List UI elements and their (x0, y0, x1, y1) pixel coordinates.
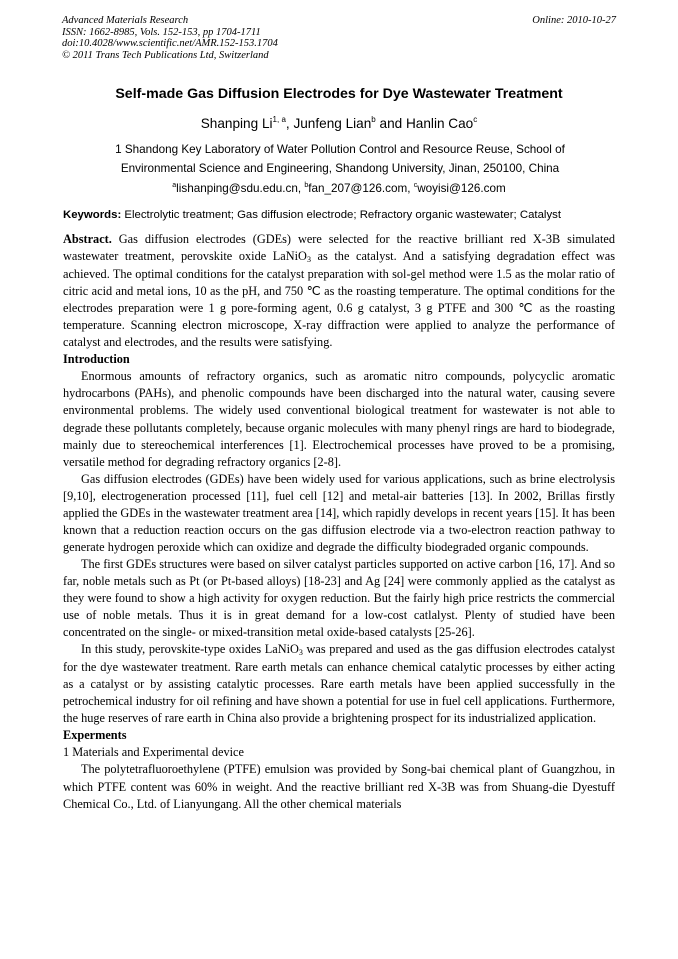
author-emails (0, 182, 678, 195)
abstract-text-b: as the catalyst. And a satisfying degradation effect was achieved. The optimal conditions for the catalyst preparation with sol-gel method were 1.5 as the molar ratio of citric acid and metal ions, 10 as the pH, and 750 ℃ as the roasting temperature. The optimal conditions for the electrodes preparation were 1 g pore-forming agent, 0.6 g catalyst, 3 g PTFE and 300 ℃ as the roasting temperature. Scanning electron microscope, X-ray diffraction were applied to analyze the performance of catalyst and electrodes, and the results were satisfying. (63, 249, 615, 350)
intro-paragraph-2: Gas diffusion electrodes (GDEs) have been widely used for various applications, such as brine electrolysis [9,10], electrogeneration processed [11], fuel cell [12] and metal-air batteries [13]. In 2002, Brillas firstly applied the GDEs in the wastewater treatment area [14], which rapidly develops in recent years [15]. It has been known that a reduction reaction occurs on the gas diffusion electrode via a two-electron reaction pathway to generate hydrogen peroxide which can oxidize and degrade the difficulty biodegraded organic compounds. (63, 471, 615, 554)
author-3: and Hanlin Cao (375, 116, 474, 131)
copyright-line: © 2011 Trans Tech Publications Ltd, Switzerland (62, 49, 269, 61)
paper-title: Self-made Gas Diffusion Electrodes for Dye Wastewater Treatment (115, 86, 563, 102)
intro-paragraph-3: The first GDEs structures were based on silver catalyst particles supported on active carbon [16, 17]. And so far, noble metals such as Pt (or Pt-based alloys) [18-23] and Ag [24] were commonly applied as the catalyst as they were found to show a high activity for oxygen reduction. But the fairly high price restricts the commercial use of noble metals. Thus it is in great demand for a low-cost catlalyst. Plenty of studied have been concentrated on the single- or mixed-transition metal oxide-based catalysts [25-26]. (63, 556, 615, 640)
intro-p4-subscript: 3 (298, 648, 303, 658)
author-1-marker: 1, a (272, 115, 286, 124)
email-b-marker: b (304, 182, 309, 189)
journal-name: Advanced Materials Research (62, 15, 189, 26)
intro-p4-text-a: In this study, perovskite-type oxides LaNiO (81, 642, 299, 657)
affiliation-line-1: 1 Shandong Key Laboratory of Water Pollution Control and Resource Reuse, School of (115, 143, 565, 156)
abstract-subscript: 3 (306, 255, 311, 265)
journal-header (62, 15, 278, 61)
keywords-label: Keywords: (63, 209, 122, 221)
email-b[interactable]: fan_207@126.com, (308, 182, 414, 195)
author-3-marker: c (473, 115, 478, 124)
doi-line: doi:10.4028/www.scientific.net/AMR.152-153.1704 (62, 38, 278, 49)
online-date: Online: 2010-10-27 (532, 15, 616, 26)
issn-line: ISSN: 1662-8985, Vols. 152-153, pp 1704-1711 (62, 26, 261, 38)
abstract (63, 231, 615, 351)
subsection-heading-materials: 1 Materials and Experimental device (63, 745, 244, 760)
email-c[interactable]: woyisi@126.com (417, 182, 506, 195)
email-a[interactable]: lishanping@sdu.edu.cn, (176, 182, 305, 195)
author-line (0, 116, 678, 131)
paper-body (63, 231, 615, 813)
author-1: Shanping Li (200, 116, 273, 131)
keywords-text: Electrolytic treatment; Gas diffusion electrode; Refractory organic wastewater; Catalyst (121, 209, 562, 221)
email-c-marker: c (413, 182, 418, 189)
author-2-marker: b (371, 115, 376, 124)
author-2: , Junfeng Lian (285, 116, 372, 131)
abstract-label: Abstract. (63, 232, 112, 246)
email-a-marker: a (172, 182, 177, 189)
intro-p4-text-b: was prepared and used as the gas diffusion electrodes catalyst for the dye wastewater treatment. Rare earth metals can enhance chemical catalytic processes by either acting as a catalyst or by assisting catalytic processes. Rare earth metals have been applied successfully in the petrochemical industry for oil refining and have shown a potential for use in fuel cell applications. Furthermore, the huge reserves of rare earth in China also provide a brightening prospect for its industrialized application. (63, 642, 615, 726)
intro-paragraph-1: Enormous amounts of refractory organics, such as aromatic nitro compounds, polycyclic aromatic hydrocarbons (PAHs), and phenolic compounds have been discharged into the natural water, causing severe environmental problems. The widely used conventional biological treatment for wastewater is not able to degrade these pollutants completely, because organic molecules with many phenyl rings are hard to biodegrade, mainly due to stereochemical interferences [1]. Electrochemical processes have proved to be a promising, versatile method for degrading refractory organics [2-8]. (63, 369, 615, 469)
experiments-paragraph-1: The polytetrafluoroethylene (PTFE) emulsion was provided by Song-bai chemical plant of Guangzhou, in which PTFE content was 60% in weight. And the reactive brilliant red X-3B was from Shuang-die Dyestuff Chemical Co., Ltd. of Lianyungang. All the other chemical materials (63, 762, 615, 811)
affiliation (70, 140, 610, 178)
abstract-text-a: Gas diffusion electrodes (GDEs) were selected for the reactive brilliant red X-3B simulated wastewater treatment, perovskite oxide LaNiO (63, 232, 615, 264)
section-heading-experiments: Experments (63, 728, 127, 743)
section-heading-introduction: Introduction (63, 352, 130, 367)
intro-paragraph-4 (63, 641, 615, 727)
affiliation-line-2: Environmental Science and Engineering, Shandong University, Jinan, 250100, China (120, 162, 560, 175)
keywords (63, 209, 623, 221)
